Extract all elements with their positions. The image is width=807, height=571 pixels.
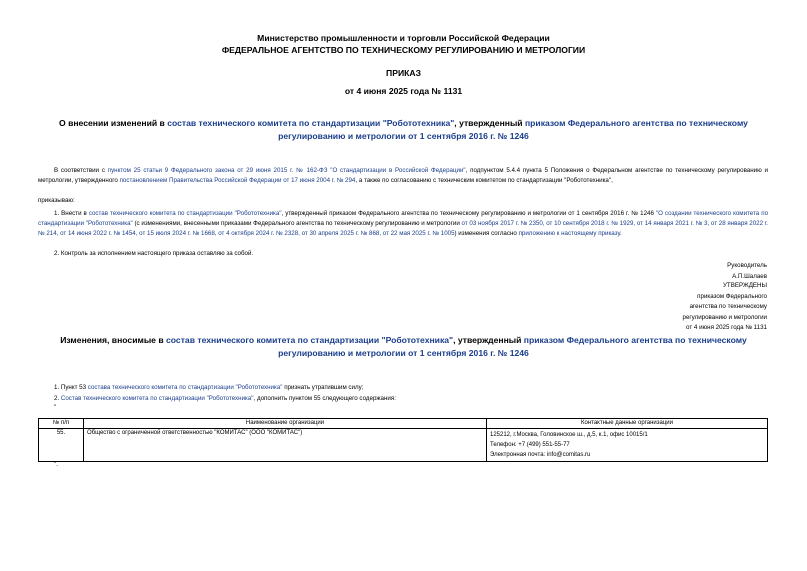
heading-middle: , утвержденный	[454, 118, 525, 128]
federal-law-link[interactable]: пунктом 25 статьи 9 Федерального закона от 29 июня 2015 г. № 162-ФЗ "О стандартизации в Российской Федерации"	[107, 167, 466, 174]
intro-paragraph	[38, 166, 768, 186]
quote-close: ".	[54, 461, 58, 468]
change1-committee-link[interactable]: состава технического комитета по стандартизации "Робототехника"	[87, 384, 283, 391]
approval-line-2: приказом Федерального	[697, 292, 767, 300]
change-item-1	[54, 383, 363, 393]
table-header-row	[39, 419, 768, 429]
changes-heading-prefix: Изменения, вносимые в	[60, 335, 167, 345]
intro-text-3: , а также по согласованию с техническим комитетом по стандартизации "Робототехника",	[355, 177, 613, 184]
approval-block	[683, 281, 767, 334]
signature-name: А.П.Шалаев	[732, 272, 767, 280]
row-organization-name: Общество с ограниченной ответственностью "КОМИТАС" (ООО "КОМИТАС")	[84, 429, 487, 462]
approval-line-4: регулированию и метрологии	[682, 313, 767, 321]
item1-text-1: 1. Внести в	[54, 210, 89, 217]
heading-prefix: О внесении изменений в	[59, 118, 168, 128]
item1-order-title-link[interactable]: "О создании технического комитета по стандартизации "Робототехника"	[38, 210, 769, 227]
header-organization-name: Наименование организации	[84, 419, 487, 429]
quote-open: "	[54, 404, 57, 411]
change2-committee-link[interactable]: Состав технического комитета по стандартизации "Робототехника"	[60, 395, 254, 402]
prikazyvayu-text: приказываю:	[38, 197, 75, 204]
changes-heading-middle: , утвержденный	[453, 335, 524, 345]
government-decree-link[interactable]: постановлением Правительства Российской Федерации от 17 июня 2004 г. № 294	[119, 177, 356, 184]
item1-text-4: ) изменения согласно	[454, 230, 519, 237]
changes-heading	[40, 334, 767, 360]
change1-text-2: признать утратившим силу;	[282, 384, 364, 391]
approval-line-5: от 4 июня 2025 года № 1131	[686, 324, 767, 331]
document-type: ПРИКАЗ	[386, 68, 421, 78]
change1-text-1: 1. Пункт 53	[54, 384, 88, 391]
item1-committee-link[interactable]: состав технического комитета по стандартизации "Робототехника"	[88, 210, 282, 217]
signature-block	[727, 261, 767, 282]
heading-order-link[interactable]: приказом Федерального агентства по техническому регулированию и метрологии от 1 сентября 2016 г. № 1246	[278, 118, 748, 141]
change2-text-1: 2.	[54, 395, 61, 402]
appendix-link[interactable]: приложению к настоящему приказу	[518, 230, 620, 237]
heading-committee-link[interactable]: состав технического комитета по стандартизации "Робототехника"	[167, 118, 455, 128]
approval-line-3: агентства по техническому	[689, 303, 767, 310]
header-number: № п/п	[39, 419, 84, 429]
item1-text-3: (с изменениями, внесенными приказами Федерального агентства по техническому регулированию и метрологии	[132, 220, 462, 227]
item1-text-2: , утвержденный приказом Федерального агентства по техническому регулированию и метрологии от 1 сентября 2016 г. № 1246	[281, 210, 656, 217]
contact-email: Электронная почта: info@comitas.ru	[490, 452, 591, 458]
agency-title: ФЕДЕРАЛЬНОЕ АГЕНТСТВО ПО ТЕХНИЧЕСКОМУ РЕГУЛИРОВАНИЮ И МЕТРОЛОГИИ	[221, 45, 586, 55]
item1-text-5: .	[619, 230, 622, 237]
ministry-title: Министерство промышленности и торговли Российской Федерации	[257, 33, 550, 43]
changes-committee-link[interactable]: состав технического комитета по стандартизации "Робототехника"	[166, 335, 454, 345]
organization-table	[38, 418, 768, 462]
change2-text-2: , дополнить пунктом 55 следующего содержания:	[253, 395, 396, 402]
intro-text-2: , подпунктом 5.4.4 пункта 5 Положения о Федеральном агентстве по техническому регулированию и метрологии, утвержденного	[38, 167, 768, 184]
document-date-number: от 4 июня 2025 года № 1131	[344, 86, 463, 96]
document-heading	[40, 117, 767, 143]
header-contacts: Контактные данные организации	[487, 419, 768, 429]
approval-line-1: УТВЕРЖДЕНЫ	[723, 282, 767, 289]
signature-role: Руководитель	[727, 262, 767, 269]
contact-phone: Телефон: +7 (499) 551-55-77	[490, 442, 570, 448]
row-number: 55.	[39, 429, 84, 462]
changes-order-link[interactable]: приказом Федерального агентства по техническому регулированию и метрологии от 1 сентября 2016 г. № 1246	[278, 335, 747, 358]
intro-text-1: В соответствии с	[54, 167, 108, 174]
table-row	[39, 429, 768, 462]
item1-amendments-link[interactable]: от 03 ноября 2017 г. № 2350, от 10 сентября 2018 г. № 1929, от 14 января 2021 г. № 3, от 28 января 2022 г. № 214, от 14 июня 2022 г. № 1454, от 15 июля 2024 г. № 1668, от 4 октября 2024 г. № 2328, от 30 апреля 2025 г. № 868, от 22 мая 2025 г. № 1005	[38, 220, 768, 237]
row-contacts	[487, 429, 768, 462]
order-item-1	[38, 209, 768, 239]
change-item-2	[54, 394, 396, 404]
order-item-2: 2. Контроль за исполнением настоящего приказа оставляю за собой.	[54, 250, 254, 257]
contact-address: 125212, г.Москва, Головинское ш., д.5, к.1, офис 10015/1	[490, 432, 648, 438]
